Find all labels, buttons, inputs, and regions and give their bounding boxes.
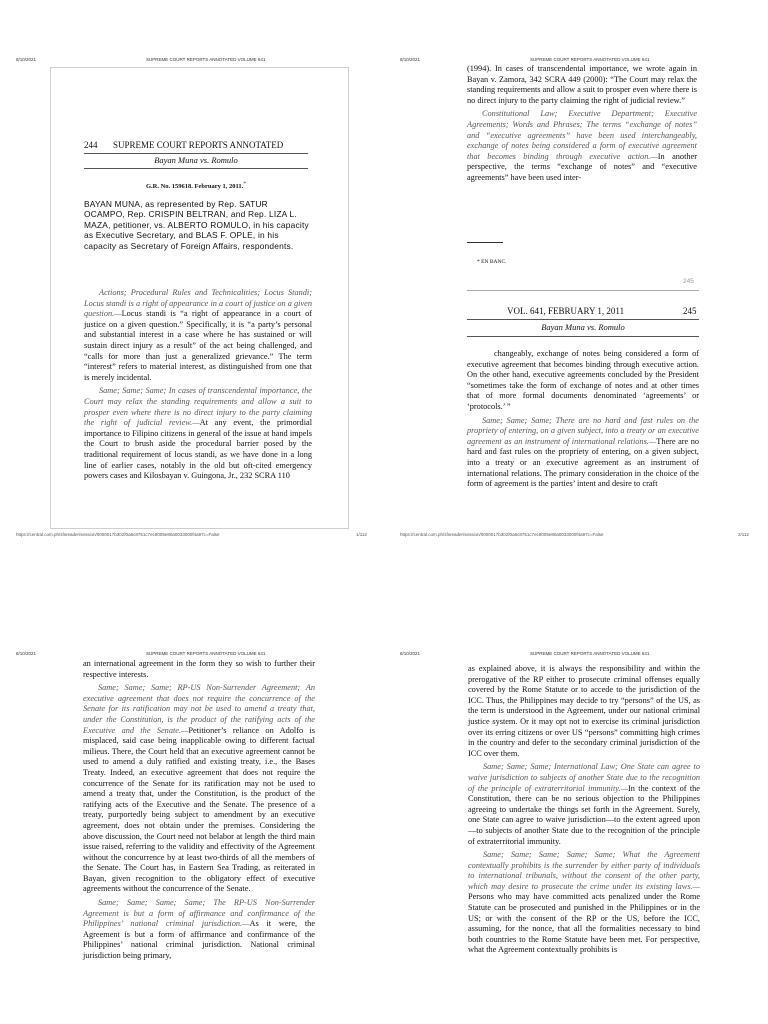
document-page-3 (0, 640, 384, 1024)
syllabus-paragraph: Same; Same; Same; International Law; One State can agree to waive jurisdiction to subjects of another State due to the recognition of the principle of extraterritorial immunity.—In the context of the Constitution, there can be no serious objection to the Philippines agreeing to undertake the things set forth in the Agreement. Surely, one State can agree to waive jurisdiction—to the extent agreed upon—to subjects of another State due to the recognition of the principle of extraterritorial immunity. (468, 762, 700, 846)
syllabus-paragraph: Same; Same; Same; Same; The RP-US Non-Surrender Agreement is but a form of affirmance and confirmance of the Philippines’ national criminal jurisdiction.—As it were, the Agreement is but a form of affirmance and confirmance of the Philippines’ national criminal jurisdiction. National criminal jurisdiction being primary, (83, 898, 316, 961)
continued-paragraph: changeably, exchange of notes being considered a form of executive agreement that becomes binding through executive action. On the other hand, executive agreements concluded by the President “sometimes take the form of exchange of notes and at other times that of more formal documents denominated ‘agreements’ or ‘protocols.’ ” (467, 349, 699, 411)
continued-paragraph: (1994). In cases of transcendental importance, we wrote again in Bayan v. Zamora, 342 SCRA 449 (2000): “The Court may relax the standing requirements and allow a suit to prosper even where there is no direct injury to the party claiming the right of judicial review.” (467, 64, 697, 105)
document-page-4 (384, 640, 768, 1024)
page-marker: 245 (683, 278, 694, 285)
header-rule (467, 319, 699, 320)
page-url[interactable]: https://central.com.ph/sfsreader/session/0000017b302f0a6c8751c7ec8005e80a0033000f4a97c=False (16, 532, 220, 537)
page-top-text (467, 64, 697, 187)
page-body (468, 664, 700, 959)
page-count: 1/112 (356, 532, 367, 537)
syllabus-paragraph: Same; Same; Same; RP-US Non-Surrender Agreement; An executive agreement that does not require the concurrence of the Senate for its ratification may not be used to amend a treaty that, under the Constitution, is the product of the ratifying acts of the Executive and the Senate.—Petitioner’s reliance on Adolfo is misplaced, said case being inapplicable owing to different factual milieus. There, the Court held that an executive agreement cannot be used to amend a duly ratified and existing treaty, i.e., the Bases Treaty. Indeed, an executive agreement that does not require the concurrence of the Senate for its ratification may not be used to amend a treaty that, under the Constitution, is the product of the ratifying acts of the Executive and the Senate. The presence of a treaty, purportedly being subject to amendment by an executive agreement, does not obtain under the premises. Considering the above discussion, the Court need not belabor at length the third main issue raised, referring to the validity and effectivity of the Agreement without the concurrence by at least two-thirds of all the members of the Senate. The Court has, in Eastern Sea Trading, as reiterated in Bayan, given recognition to the obligatory effect of executive agreements without the concurrence of the Senate. (83, 683, 315, 894)
header-rule-2 (84, 168, 308, 169)
print-title: SUPREME COURT REPORTS ANNOTATED VOLUME 641 (530, 57, 650, 62)
print-date: 8/10/2021 (400, 57, 421, 62)
case-short-title: Bayan Muna vs. Romulo (154, 155, 238, 165)
document-page-1 (0, 0, 384, 537)
page-number: 245 (683, 306, 697, 316)
page-url[interactable]: https://central.com.ph/sfsreader/session/0000017b302f0a6c8751c7ec8005e80a0033000f4a97c=False (400, 532, 604, 537)
case-short-title: Bayan Muna vs. Romulo (541, 322, 625, 332)
syllabus-paragraph: Same; Same; Same; Same; Same; What the Agreement contextually prohibits is the surrender by either party of individuals to international tribunals, without the consent of the other party, which may desire to prosecute the crime under its existing laws.—Persons who may have committed acts penalized under the Rome Statute can be prosecuted and punished in the Philippines or in the US; or with the consent of the RP or the US, before the ICC, assuming, for the nonce, that all the formalities necessary to bind both countries to the Rome Statute have been met. For perspective, what the Agreement contextually prohibits is (468, 850, 700, 955)
gr-number-text: G.R. No. 159618. February 1, 2011. (145, 183, 244, 191)
syllabus-body (467, 349, 699, 493)
syllabus-paragraph: Actions; Procedural Rules and Technicalities; Locus Standi; Locus standi is a right of appearance in a court of justice on a given question.—Locus standi is “a right of appearance in a court of justice on a given question.” Specifically, it is “a party’s personal and substantial interest in a case where he has sustained or will sustain direct injury as a result” of the act being challenged, and “calls for more than just a generalized grievance.” The term “interest” refers to material interest, as distinguished from one that is merely incidental. (84, 288, 312, 382)
print-title: SUPREME COURT REPORTS ANNOTATED VOLUME 641 (146, 57, 266, 62)
continued-paragraph: as explained above, it is always the responsibility and within the prerogative of the RP either to prosecute criminal offenses equally covered by the Rome Statute or to accede to the jurisdiction of the ICC. Thus, the Philippines may decide to try “persons” of the US, as the term is understood in the Agreement, under our national criminal justice system. Or it may opt not to exercise its criminal jurisdiction over its erring citizens or over US “persons” committing high crimes in the country and defer to the secondary criminal jurisdiction of the ICC over them. (468, 664, 700, 758)
syllabus-paragraph: Same; Same; Same; There are no hard and fast rules on the propriety of entering, on a given subject, into a treaty or an executive agreement as an instrument of international relations.—There are no hard and fast rules on the propriety of entering, on a given subject, into a treaty or an executive agreement as an instrument of international relations. The primary consideration in the choice of the form of agreement is the parties’ intent and desire to craft (467, 415, 699, 489)
page-number: 244 (84, 140, 98, 150)
footnote: * EN BANC. (477, 259, 507, 265)
gr-number (84, 181, 308, 190)
syllabus-paragraph: Constitutional Law; Executive Department; Executive Agreements; Words and Phrases; The terms “exchange of notes” and “executive agreements” have been used interchangeably, exchange of notes being considered a form of executive agreement that becomes binding through executive action.—In another perspective, the terms “exchange of notes” and “executive agreements” have been used inter- (467, 109, 697, 182)
header-rule (84, 153, 308, 154)
document-page-2 (384, 0, 768, 540)
print-date: 8/10/2021 (400, 651, 421, 656)
footnote-separator (467, 242, 503, 243)
print-title: SUPREME COURT REPORTS ANNOTATED VOLUME 641 (530, 651, 650, 656)
syllabus-paragraph: Same; Same; Same; In cases of transcendental importance, the Court may relax the standing requirements and allow a suit to prosper even where there is no direct injury to the party claiming the right of judicial review.—At any event, the primordial importance to Filipino citizens in general of the issue at hand impels the Court to brush aside the procedural barrier posed by the traditional requirement of locus standi, as we have done in a long line of earlier cases, notably in the old but oft-cited emergency powers cases and Kilosbayan v. Guingona, Jr., 232 SCRA 110 (84, 386, 312, 481)
running-title: VOL. 641, FEBRUARY 1, 2011 (507, 306, 625, 316)
case-parties: BAYAN MUNA, as represented by Rep. SATUR OCAMPO, Rep. CRISPIN BELTRAN, and Rep. LIZA L. MAZA, petitioner, vs. ALBERTO ROMULO, in his capacity as Executive Secretary, and BLAS F. OPLE, in his capacity as Secretary of Foreign Affairs, respondents. (84, 199, 309, 251)
page-count: 2/112 (738, 532, 749, 537)
print-date: 8/10/2021 (16, 57, 37, 62)
print-date: 8/10/2021 (16, 651, 37, 656)
page-break-rule (467, 290, 699, 291)
running-title: SUPREME COURT REPORTS ANNOTATED (113, 140, 284, 150)
continued-paragraph: an international agreement in the form they so wish to further their respective interests. (83, 659, 315, 679)
syllabus-body (84, 288, 312, 485)
print-title: SUPREME COURT REPORTS ANNOTATED VOLUME 641 (146, 651, 266, 656)
page-body (83, 659, 315, 965)
header-rule-2 (467, 336, 699, 337)
footnote-marker: * (243, 181, 247, 187)
